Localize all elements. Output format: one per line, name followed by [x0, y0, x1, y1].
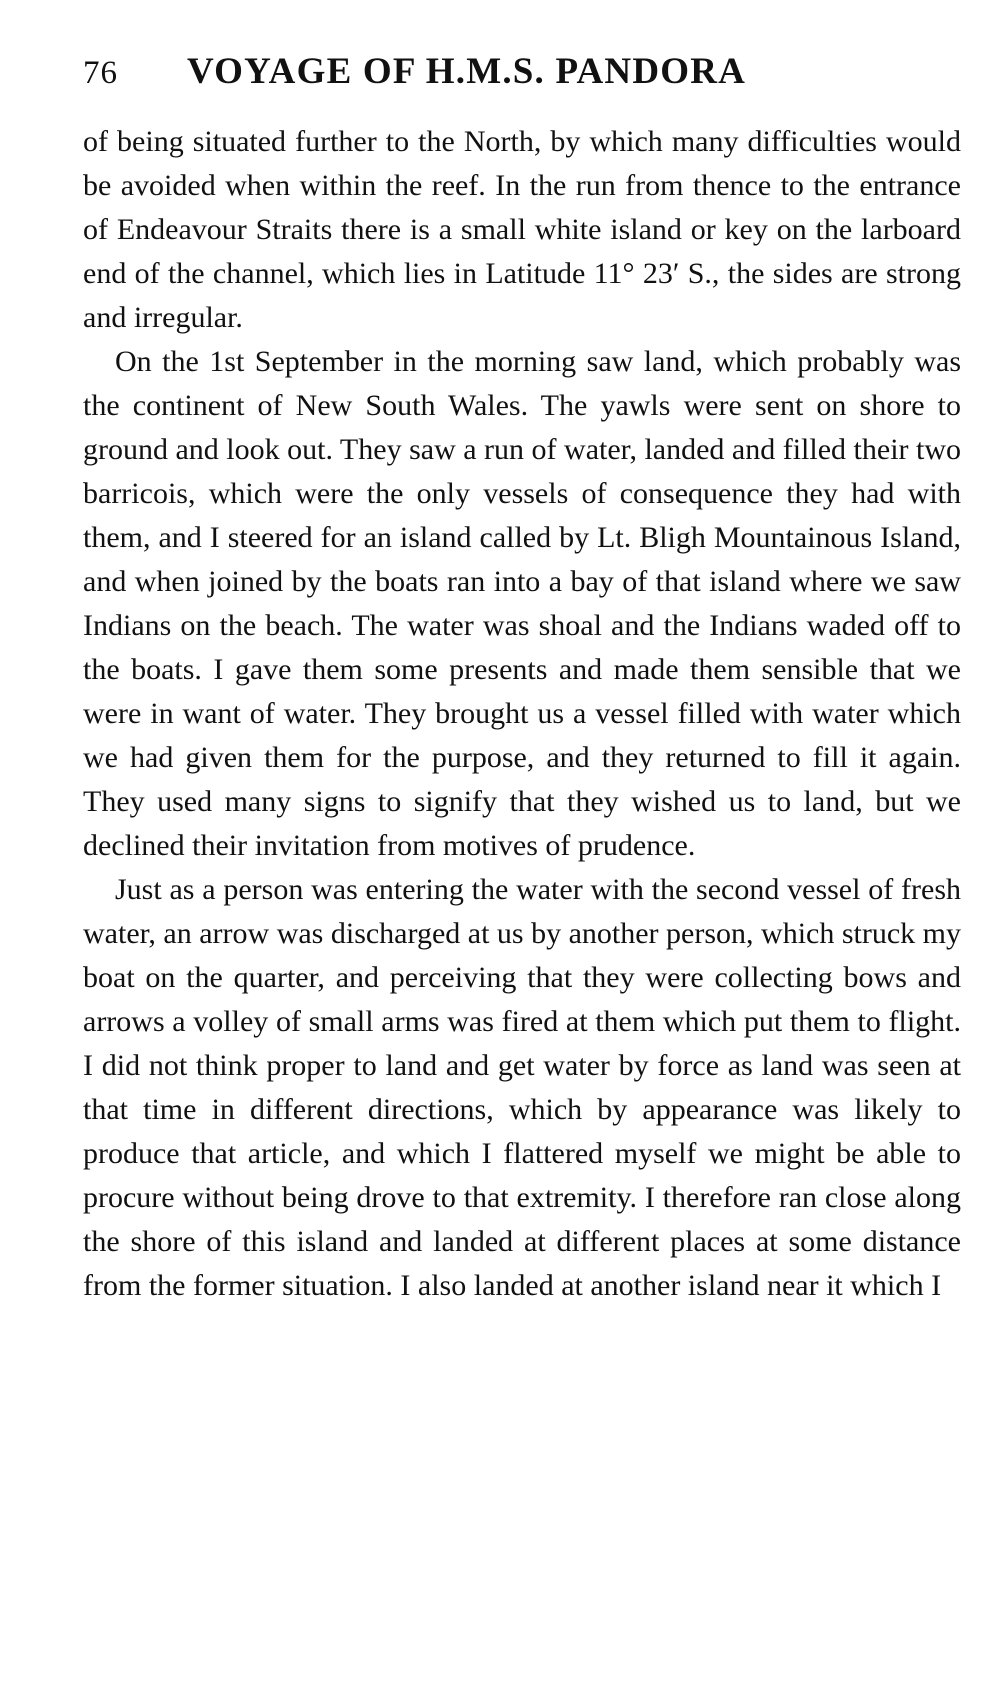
running-title: VOYAGE OF H.M.S. PANDORA: [187, 51, 747, 92]
page-number: 76: [83, 55, 118, 91]
paragraph-arrow-discharged: Just as a person was entering the water with the second vessel of fresh water, an arrow was discharged at us by another person, which struck my boat on the quarter, and perceiving that they were collecting bows and arrows a volley of small arms was fired at them which put them to flight. I did not think proper to land and get water by force as land was seen at that time in different directions, which by appearance was likely to produce that article, and which I flattered myself we might be able to procure without being drove to that extremity. I therefore ran close along the shore of this island and landed at different places at some distance from the former situation. I also landed at another island near it which I: [83, 873, 961, 1302]
paragraph-1st-september: On the 1st September in the morning saw land, which probably was the continent of New South Wales. The yawls were sent on shore to ground and look out. They saw a run of water, landed and filled their two barricois, which were the only vessels of consequence they had with them, and I steered for an island called by Lt. Bligh Mountainous Island, and when joined by the boats ran into a bay of that island where we saw Indians on the beach. The water was shoal and the Indians waded off to the boats. I gave them some presents and made them sensible that we were in want of water. They brought us a vessel filled with water which we had given them for the purpose, and they returned to fill it again. They used many signs to signify that they wished us to land, but we declined their invitation from motives of prudence.: [83, 345, 962, 862]
paragraph-continued: of being situated further to the North, by which many difficulties would be avoided when within the reef. In the run from thence to the entrance of Endeavour Straits there is a small white island or key on the larboard end of the channel, which lies in Latitude 11° 23′ S., the sides are strong and irregular.: [83, 125, 961, 334]
running-head: [83, 50, 961, 112]
book-page: [83, 50, 961, 1308]
body-text: [83, 120, 961, 1308]
